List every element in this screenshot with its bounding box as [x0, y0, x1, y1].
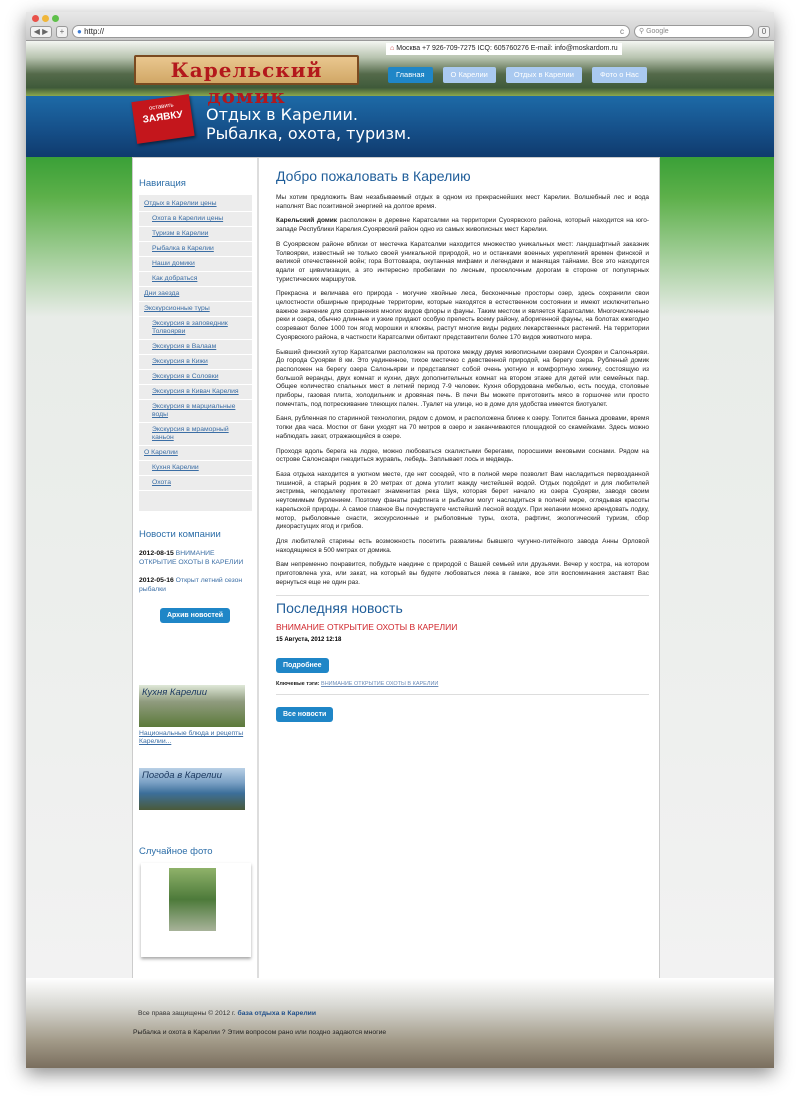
divider [141, 746, 249, 754]
footer-tagline: Рыбалка и охота в Карелии ? Этим вопросом рано или поздно задаются многие [133, 1029, 387, 1036]
leave-request-button[interactable] [131, 94, 194, 144]
browser-toolbar [26, 12, 774, 41]
paragraph: Вам непременно понравится, побудьте наедине с природой с Вашей семьей или друзьями. Вечер у костра, на котором приготовлена уха, или закат, на который вы будете любоваться лежа в гамаке, все эти воспоминания заставят Вас вернуться еще не один раз. [276, 561, 649, 586]
weather-banner-text: Погода в Карелии [142, 770, 222, 781]
sidebar-nav-item[interactable]: Экскурсия в заповедник Толвоярви [139, 317, 252, 340]
contact-info [386, 43, 622, 55]
sidebar-nav-item[interactable]: Кухня Карелии [139, 461, 252, 476]
news-date: 2012-08-15 [139, 550, 174, 557]
request-big-text: ЗАЯВКУ [141, 109, 184, 126]
paragraph-text: расположен в деревне Каратсалми на территории Суоярвского района, который находится на юго-западе Республики Карелия.Суоярвский район одно из самых живописных мест Карелии. [276, 217, 650, 234]
minimize-window-button[interactable] [42, 15, 49, 22]
news-date: 2012-05-16 [139, 577, 174, 584]
divider [141, 822, 249, 830]
latest-news-heading: Последняя новость [276, 595, 649, 616]
sidebar-nav-item[interactable]: Рыбалка в Карелии [139, 242, 252, 257]
sidebar-nav-item[interactable]: Экскурсия в мраморный каньон [139, 423, 252, 446]
latest-news-title[interactable]: ВНИМАНИЕ ОТКРЫТИЕ ОХОТЫ В КАРЕЛИИ [276, 622, 458, 633]
sidebar-nav-item[interactable]: Наши домики [139, 257, 252, 272]
sidebar-nav-item[interactable]: Охота [139, 476, 252, 491]
paragraph: База отдыха находится в уютном месте, где нет соседей, что в полной мере позволит Вам насладиться первозданной тишиной, а старый родник в 20 метрах от дома утолит жажду чистейшей водой. Отдых подойдет и для любителей экстрима, неподалеку протекает знаменитая река Шуя, которая берет начало из озера Суоярви, заводя своим неутомимым бурлением. Поэтому фанаты рафтинга и рыбалки могут насладиться в полной мере, оглядывая красоты карельской природы. А самое главное Вы почувствуете чистейший лесной воздух. При желании можно арендовать лодку, мотор, рыболовные снасти, экскурсионные и рыболовные туры, охота, рафтинг, экологический туризм, сбор дикорастущих ягод и грибов. [276, 470, 649, 531]
sidebar-nav-item[interactable]: Отдых в Карелии цены [139, 197, 252, 212]
nav-photos[interactable]: Фото о Нас [592, 67, 647, 83]
footer [26, 978, 774, 1068]
nav-rest-karelia[interactable]: Отдых в Карелии [506, 67, 582, 83]
news-title: Новости компании [139, 529, 221, 540]
random-photo[interactable] [169, 868, 216, 931]
footer-site-link[interactable]: база отдыха в Карелии [237, 1010, 316, 1017]
paragraph: Бывший финский хутор Каратсалми расположен на протоке между двумя живописными озерами Суоярви и Салоньярви. До города Суоярви 8 км. Это уединенное, тихое местечко с девственной природой, на берегу озера. Рубленый домик расположен на берегу озера Салоньярви и представляет собой очень уютную и комфортную хижину, состоящую из большой веранды, двух комнат и кухни, двух дополнительных комнат на втором этаже для детей или семейных пар. Общее количество спальных мест в летний период 7-9 человек. Кухня оборудована мебелью, есть посуда, столовые приборы, газовая плита, холодильник и дровяная печь. В печи Вы можете приготовить мясо в горшочке или просто помечтать, под потрескивание тлеющих пален. .Туалет на улице, но в доме для удобства имеется биотуалет. [276, 348, 649, 408]
news-link[interactable]: ВНИМАНИЕ ОТКРЫТИЕ ОХОТЫ В КАРЕЛИИ [139, 550, 244, 566]
zoom-window-button[interactable] [52, 15, 59, 22]
search-icon: ⚲ [639, 28, 647, 35]
paragraph: Для любителей старины есть возможность посетить развалины бывшего чугунно-литейного завода Анны Орловой находящиеся в 500 метрах от домика. [276, 537, 649, 554]
back-icon[interactable]: ◀ [33, 26, 40, 36]
sidebar [133, 158, 259, 978]
copyright [138, 1010, 316, 1017]
random-photo-card[interactable] [141, 863, 251, 957]
paragraph: Прекрасна и величава его природа - могучие хвойные леса, бесконечные просторы озер, здесь сохранили свои целостности обширные природные территории, которые находятся в естественном состоянии и имеют исключительно важное значение для сохранения многих видов флоры и фауны. Таким местом и является Каратсалми. Многочисленные реки и озера, обычно длинные и узкие придают особую прелесть всему району, аборигенной фауны, на болотах ежегодно созревают более 1000 тон ягод морошки и клюквы, растут многие виды редких лекарственных растений. На территории Суоярвского района, в частности Каратсалми обитают представители более 170 видов животного мира. [276, 290, 649, 341]
browser-window [26, 12, 774, 1068]
sidebar-nav-item[interactable]: Дни заезда [139, 287, 252, 302]
copyright-text: Все права защищены © 2012 г. [138, 1010, 236, 1017]
paragraph: Баня, рубленная по старинной технологии, рядом с домом, и расположена ближе к озеру. Топится банька дровами, время топки два часа. Мостки от бани уходят на 70 метров в озеро и заканчиваются площадкой со скамейками. Здесь можно наблюдать закат, отражающийся в озере. [276, 415, 649, 440]
sidebar-nav-item[interactable]: Экскурсионные туры [139, 302, 252, 317]
random-photo-title: Случайное фото [139, 846, 213, 857]
slogan-line-2: Рыбалка, охота, туризм. [206, 124, 412, 143]
all-news-button[interactable]: Все новости [276, 707, 333, 722]
bold-name: Карельский домик [276, 217, 337, 225]
main-content [261, 158, 661, 978]
paragraph: Проходя вдоль берега на лодке, можно любоваться скалистыми берегами, поросшими вековыми соснами. Рядом на острове Салонсаари гнездиться журавль, лебедь. Заплывает лось и медведь. [276, 447, 649, 464]
close-window-button[interactable] [32, 15, 39, 22]
top-nav [388, 67, 647, 83]
search-field[interactable] [634, 25, 754, 38]
site-logo[interactable]: Карельский домик [134, 55, 359, 85]
slogan [206, 105, 411, 143]
sidebar-nav-item[interactable]: Экскурсия в Кижи [139, 355, 252, 370]
paragraph: В Суоярвском районе вблизи от местечка Каратсалми находится множество уникальных мест: ландшафтный заказник Толвоярви, известный не только своей уникальной природой, но и останками военных укреплений времен финской и великой отечественной войн; гора Воттоваара, окутанная мифами и легендами и манящая тайнами. Все это находится вдали от цивилизации, а это интересно пробегами по лесным, проселочным дорогам в стороне от популярных туристических маршрутов. [276, 240, 649, 283]
search-placeholder: Google [646, 28, 669, 35]
tag-link[interactable]: ВНИМАНИЕ ОТКРЫТИЕ ОХОТЫ В КАРЕЛИИ [321, 681, 439, 688]
sidebar-nav-item[interactable]: О Карелии [139, 446, 252, 461]
latest-news-date: 15 Августа, 2012 12:18 [276, 637, 342, 644]
more-button[interactable]: Подробнее [276, 658, 329, 673]
news-archive-button[interactable]: Архив новостей [160, 608, 230, 623]
weather-banner[interactable] [139, 768, 245, 810]
sidebar-nav-item[interactable]: Экскурсия в Валаам [139, 340, 252, 355]
paragraph [276, 217, 649, 234]
sidebar-nav-item[interactable]: Как добраться [139, 272, 252, 287]
back-forward-buttons[interactable] [30, 26, 52, 38]
house-icon: ⌂ [390, 45, 397, 52]
sidebar-nav-item[interactable]: Экскурсия в Кивач Карелия [139, 385, 252, 400]
kitchen-link[interactable]: Национальные блюда и рецепты Карелии... [139, 730, 244, 745]
nav-home[interactable]: Главная [388, 67, 433, 83]
reader-button[interactable]: 0 [758, 26, 770, 38]
sidebar-nav [139, 195, 252, 511]
sidebar-nav-item[interactable]: Охота в Карелии цены [139, 212, 252, 227]
nav-about-karelia[interactable]: О Карелии [443, 67, 496, 83]
sidebar-nav-item[interactable]: Экскурсия в Соловки [139, 370, 252, 385]
url-text: http:// [84, 27, 105, 36]
site-header [26, 41, 774, 157]
divider [141, 663, 249, 671]
forward-icon[interactable]: ▶ [42, 26, 49, 36]
sidebar-nav-item[interactable]: Туризм в Карелии [139, 227, 252, 242]
sidebar-nav-item[interactable]: Экскурсия в марциальные воды [139, 400, 252, 423]
kitchen-banner-text: Кухня Карелии [142, 687, 207, 698]
kitchen-banner[interactable] [139, 685, 245, 727]
news-item [139, 577, 251, 594]
nav-title: Навигация [139, 178, 186, 189]
news-link[interactable]: Открыт летний сезон рыбалки [139, 577, 243, 593]
tags [276, 681, 649, 695]
address-bar[interactable] [72, 25, 630, 38]
globe-icon: ● [77, 27, 85, 36]
slogan-line-1: Отдых в Карелии. [206, 105, 358, 124]
news-item [139, 550, 251, 567]
page-title: Добро пожаловать в Карелию [276, 168, 471, 184]
content-area [132, 157, 660, 979]
reload-icon[interactable]: c [620, 27, 624, 36]
tags-label: Ключевые тэги: [276, 681, 320, 688]
contact-text: Москва +7 926-709-7275 ICQ: 605760276 E-mail: info@moskardom.ru [396, 45, 618, 52]
request-small-text: оставить [148, 102, 175, 112]
add-bookmark-button[interactable]: + [56, 26, 68, 38]
paragraph: Мы хотим предложить Вам незабываемый отдых в одном из прекраснейших мест Карелии. Волшебный лес и вода наполнят Вас позитивной энергией на долгое время. [276, 194, 649, 210]
